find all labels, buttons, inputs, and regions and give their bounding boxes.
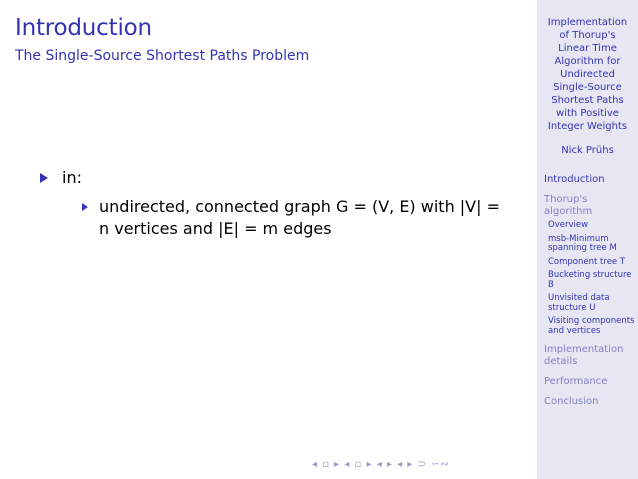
section-introduction[interactable]: Introduction [544, 174, 605, 185]
section-performance[interactable]: Performance [544, 376, 608, 387]
sidebar [537, 0, 638, 479]
navigation-symbols[interactable]: ◂ ▫ ▸ ◂ ▫ ▸ ◂ ▸ ◂ ▸ ⊃ ∽∾ [312, 459, 450, 470]
bullet-list [40, 167, 510, 240]
subsection-msb-minimum-spanning-tree[interactable]: msb-Minimum spanning tree M [548, 233, 617, 253]
subsection-component-tree[interactable]: Component tree T [548, 256, 626, 267]
bullet-item [40, 167, 510, 189]
frame-title: Introduction [15, 15, 152, 41]
talk-title[interactable]: Implementation of Thorup's Linear Time Algorithm for Undirected Single-Source Shortest Paths with Positive Integer Weights [547, 17, 628, 132]
section-list [537, 174, 638, 408]
subsection-unvisited-data-structure[interactable]: Unvisited data structure U [548, 293, 610, 313]
sub-bullet-item [82, 196, 510, 240]
subsection-overview[interactable]: Overview [548, 220, 589, 230]
section-thorups-algorithm[interactable]: Thorup's algorithm [544, 194, 593, 217]
subsection-bucketing-structure[interactable]: Bucketing structure B [548, 270, 632, 290]
author[interactable]: Nick Prühs [561, 145, 614, 156]
sub-bullet-text: undirected, connected graph G = (V, E) with |V| = n vertices and |E| = m edges [99, 197, 501, 238]
subsection-visiting-components[interactable]: Visiting components and vertices [548, 316, 635, 336]
bullet-text: in: [62, 168, 82, 187]
frame-subtitle: The Single-Source Shortest Paths Problem [15, 48, 310, 64]
sub-bullet-triangle-icon [82, 203, 88, 211]
section-conclusion[interactable]: Conclusion [544, 396, 599, 407]
section-implementation-details[interactable]: Implementation details [544, 344, 624, 367]
bullet-triangle-icon [40, 173, 48, 183]
